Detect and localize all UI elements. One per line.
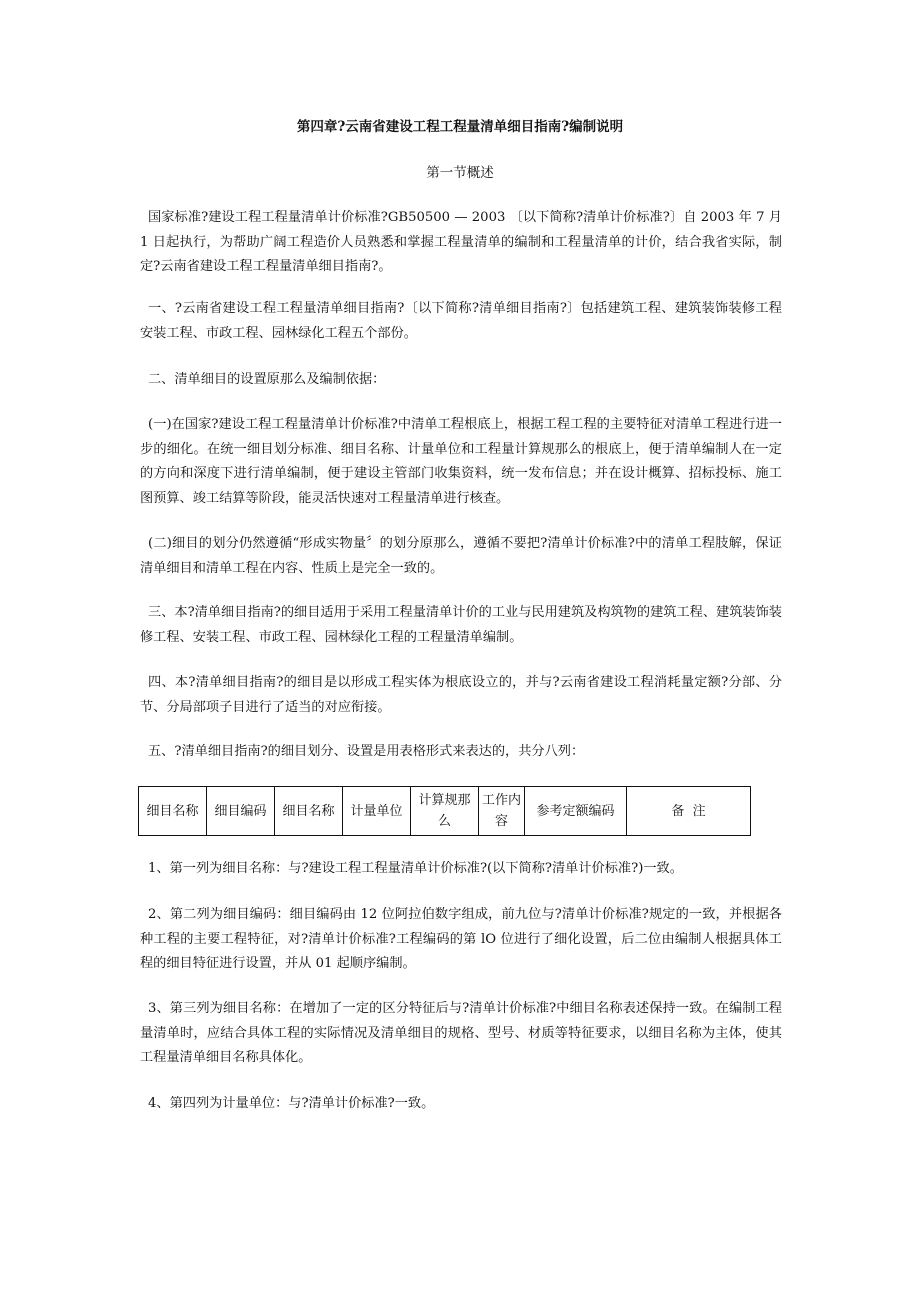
table-header-cell: 备 注 <box>627 787 751 836</box>
list-item: 4、第四列为计量单位：与?清单计价标准?一致。 <box>148 1096 435 1111</box>
list-item: 1、第一列为细目名称：与?建设工程工程量清单计价标准?(以下简称?清单计价标准?)一致。 <box>148 861 683 876</box>
table-header-cell: 细目名称 <box>275 787 343 836</box>
paragraph-intro: 国家标准?建设工程工程量清单计价标准?GB50500 — 2003 〔以下简称?清单计价标准?〕自 2003 年 7 月 1 日起执行，为帮助广阔工程造价人员熟悉和掌握工程量清单的编制和工程量清单的计价，结合我省实际，制定?云南省建设工程工程量清单细目指南?。 <box>140 210 782 274</box>
chapter-title: 第四章?云南省建设工程工程量清单细目指南?编制说明 <box>296 119 624 135</box>
table-header-cell: 参考定额编码 <box>525 787 627 836</box>
paragraph-principle-1: (一)在国家?建设工程工程量清单计价标准?中清单工程根底上，根据工程工程的主要特征对清单工程进行进一步的细化。在统一细目划分标准、细目名称、计量单位和工程量计算规那么的根底上，便于清单编制人在一定的方向和深度下进行清单编制，便于建设主管部门收集资料，统一发布信息；并在设计概算、招标投标、施工图预算、竣工结算等阶段，能灵活快速对工程量清单进行核查。 <box>140 417 782 506</box>
table-header-cell: 工作内容 <box>479 787 525 836</box>
paragraph-table-intro: 五、?清单细目指南?的细目划分、设置是用表格形式来表达的，共分八列： <box>148 744 585 759</box>
table-header-cell: 细目名称 <box>139 787 207 836</box>
table-header-cell: 计量单位 <box>343 787 411 836</box>
paragraph-principles-heading: 二、清单细目的设置原那么及编制依据： <box>148 372 386 387</box>
table-row <box>139 787 751 836</box>
table-header-cell: 计算规那么 <box>411 787 479 836</box>
table-header-cell: 细目编码 <box>207 787 275 836</box>
column-definition-table <box>138 786 751 836</box>
paragraph-principle-2: (二)细目的划分仍然遵循“形成实物量〞的划分原那么，遵循不要把?清单计价标准?中的清单工程肢解，保证清单细目和清单工程在内容、性质上是完全一致的。 <box>140 536 782 576</box>
list-item: 2、第二列为细目编码：细目编码由 12 位阿拉伯数字组成，前九位与?清单计价标准?规定的一致，并根据各种工程的主要工程特征，对?清单计价标准?工程编码的第 lO 位进行了细化设置，后二位由编制人根据具体工程的细目特征进行设置，并从 01 起顺序编制。 <box>140 907 782 971</box>
paragraph-applicability: 三、本?清单细目指南?的细目适用于采用工程量清单计价的工业与民用建筑及构筑物的建筑工程、建筑装饰装修工程、安装工程、市政工程、园林绿化工程的工程量清单编制。 <box>140 605 782 645</box>
list-item: 3、第三列为细目名称：在增加了一定的区分特征后与?清单计价标准?中细目名称表述保持一致。在编制工程量清单时，应结合具体工程的实际情况及清单细目的规格、型号、材质等特征要求，以细目名称为主体，使其工程量清单细目名称具体化。 <box>140 1001 782 1065</box>
section-title: 第一节概述 <box>426 165 494 181</box>
paragraph-basis: 四、本?清单细目指南?的细目是以形成工程实体为根底设立的，并与?云南省建设工程消耗量定额?分部、分节、分局部项子目进行了适当的对应衔接。 <box>140 675 782 715</box>
paragraph-scope: 一、?云南省建设工程工程量清单细目指南?〔以下简称?清单细目指南?〕包括建筑工程、建筑装饰装修工程安装工程、市政工程、园林绿化工程五个部份。 <box>140 301 782 341</box>
